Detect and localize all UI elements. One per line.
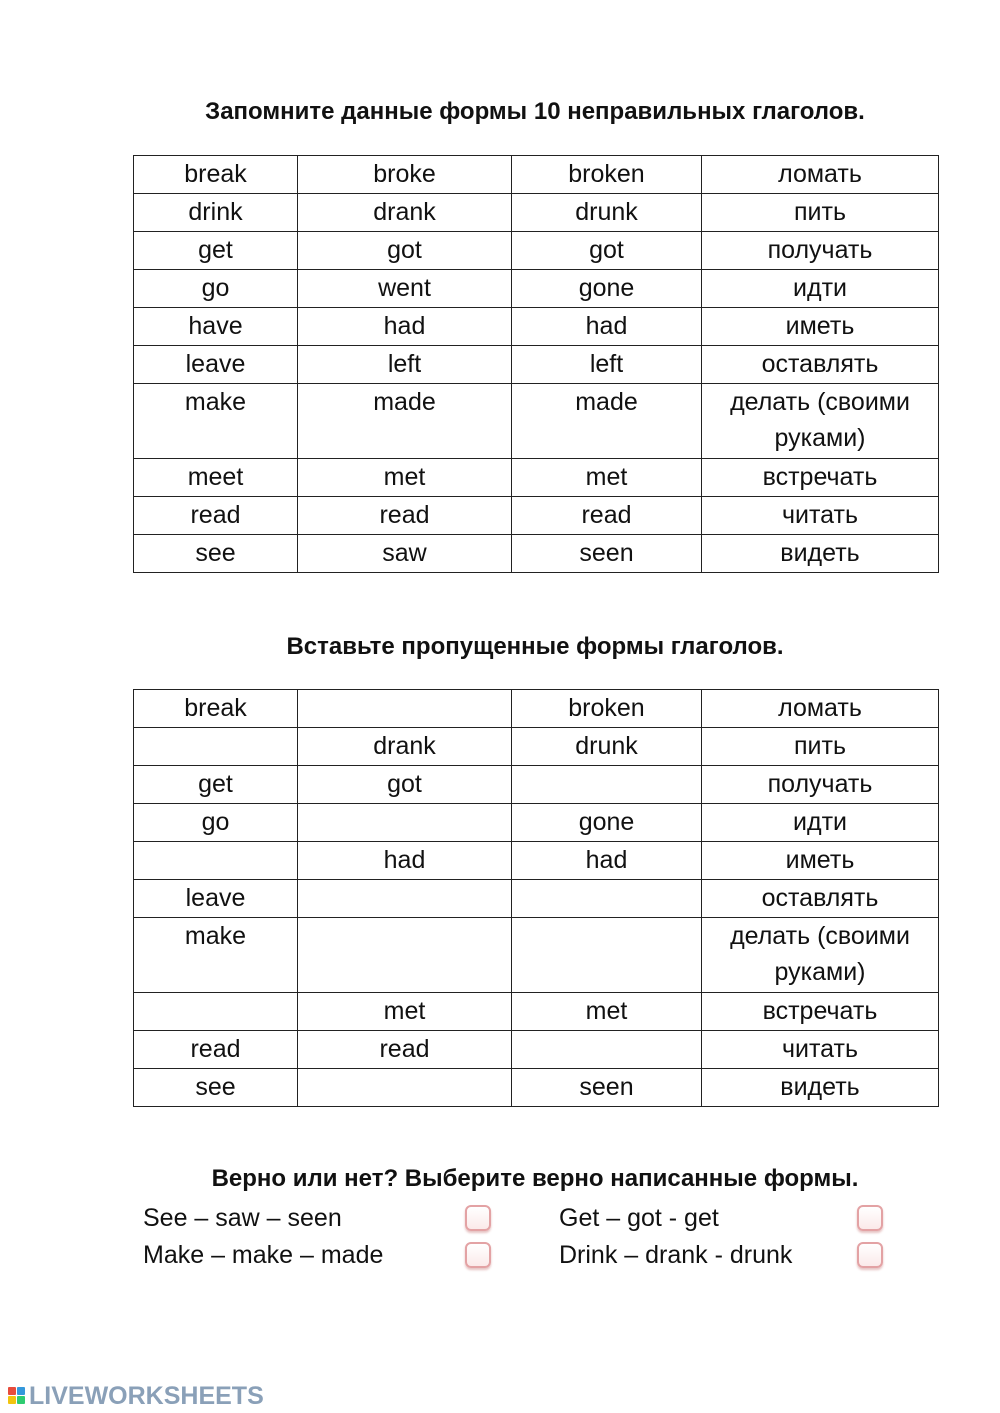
table-cell: иметь (702, 842, 939, 880)
section3-title: Верно или нет? Выберите верно написанные формы. (211, 1165, 859, 1192)
table-cell: seen (512, 535, 702, 573)
tf-item-text: Make – make – made (143, 1241, 384, 1269)
answer-input[interactable] (134, 843, 297, 879)
section2-title: Вставьте пропущенные формы глаголов. (286, 633, 784, 660)
table-row (134, 308, 939, 346)
table-cell: читать (702, 497, 939, 535)
table-cell: делать (своими руками) (702, 384, 939, 459)
table-row (134, 535, 939, 573)
tf-item-text: See – saw – seen (143, 1204, 342, 1232)
table-cell[interactable] (298, 690, 512, 728)
table-cell: got (512, 232, 702, 270)
verbs-fill-in-table (133, 689, 939, 1107)
table-cell: broke (298, 156, 512, 194)
table-row (134, 1031, 939, 1069)
tf-checkbox-3[interactable] (465, 1242, 491, 1268)
table-cell[interactable] (134, 842, 298, 880)
table-cell: met (512, 459, 702, 497)
table-cell[interactable] (512, 918, 702, 993)
table-cell[interactable] (512, 766, 702, 804)
answer-input[interactable] (512, 919, 701, 955)
grid-logo-icon (8, 1387, 26, 1405)
table-cell: читать (702, 1031, 939, 1069)
table-cell: broken (512, 690, 702, 728)
answer-input[interactable] (298, 881, 511, 917)
tf-item-text: Drink – drank - drunk (559, 1241, 793, 1269)
table-cell: met (512, 993, 702, 1031)
table-row (134, 1069, 939, 1107)
table-cell: left (298, 346, 512, 384)
table-cell[interactable] (298, 804, 512, 842)
table-cell: get (134, 766, 298, 804)
table-cell: got (298, 232, 512, 270)
table-cell: made (512, 384, 702, 459)
table-cell: встречать (702, 459, 939, 497)
table-cell: видеть (702, 535, 939, 573)
table-cell: идти (702, 270, 939, 308)
table-cell[interactable] (134, 728, 298, 766)
table-cell: met (298, 459, 512, 497)
section1-title: Запомните данные формы 10 неправильных глаголов. (205, 98, 865, 125)
table-cell: ломать (702, 690, 939, 728)
table-cell: broken (512, 156, 702, 194)
table-cell: make (134, 918, 298, 993)
table-row (134, 918, 939, 993)
table-cell: saw (298, 535, 512, 573)
table-row (134, 384, 939, 459)
logo-text: LIVEWORKSHEETS (29, 1381, 264, 1410)
table-cell: got (298, 766, 512, 804)
table-cell[interactable] (298, 918, 512, 993)
table-cell: drank (298, 194, 512, 232)
table-cell: read (298, 497, 512, 535)
table-cell: делать (своими руками) (702, 918, 939, 993)
tf-checkbox-1[interactable] (465, 1205, 491, 1231)
tf-checkbox-4[interactable] (857, 1242, 883, 1268)
table-cell: see (134, 1069, 298, 1107)
table-cell[interactable] (298, 880, 512, 918)
answer-input[interactable] (512, 881, 701, 917)
table-cell: идти (702, 804, 939, 842)
answer-input[interactable] (298, 805, 511, 841)
table-cell: drink (134, 194, 298, 232)
table-cell: иметь (702, 308, 939, 346)
table-cell: had (512, 842, 702, 880)
tf-checkbox-2[interactable] (857, 1205, 883, 1231)
table-row (134, 690, 939, 728)
table-row (134, 728, 939, 766)
table-cell: read (134, 497, 298, 535)
answer-input[interactable] (512, 1032, 701, 1068)
table-row (134, 156, 939, 194)
table-cell: go (134, 270, 298, 308)
table-cell[interactable] (512, 1031, 702, 1069)
table-row (134, 194, 939, 232)
verbs-reference-table (133, 155, 939, 573)
liveworksheets-logo[interactable] (8, 1382, 264, 1410)
table-cell: had (512, 308, 702, 346)
table-cell: gone (512, 804, 702, 842)
table-cell: go (134, 804, 298, 842)
table-cell: gone (512, 270, 702, 308)
table-cell: left (512, 346, 702, 384)
table-cell: получать (702, 232, 939, 270)
table-cell: went (298, 270, 512, 308)
table-cell: встречать (702, 993, 939, 1031)
table-row (134, 993, 939, 1031)
table-cell: seen (512, 1069, 702, 1107)
table-cell[interactable] (512, 880, 702, 918)
table-cell: break (134, 156, 298, 194)
table-cell: met (298, 993, 512, 1031)
answer-input[interactable] (298, 1070, 511, 1106)
table-row (134, 804, 939, 842)
table-cell: read (512, 497, 702, 535)
table-cell: leave (134, 880, 298, 918)
table-cell: drank (298, 728, 512, 766)
table-row (134, 232, 939, 270)
table-cell: had (298, 842, 512, 880)
answer-input[interactable] (134, 729, 297, 765)
table-cell: break (134, 690, 298, 728)
table-cell: видеть (702, 1069, 939, 1107)
table-cell: оставлять (702, 346, 939, 384)
table-row (134, 766, 939, 804)
table-row (134, 497, 939, 535)
tf-item-text: Get – got - get (559, 1204, 719, 1232)
table-cell: read (298, 1031, 512, 1069)
answer-input[interactable] (134, 994, 297, 1030)
answer-input[interactable] (298, 919, 511, 955)
answer-input[interactable] (512, 767, 701, 803)
table-row (134, 346, 939, 384)
table-cell: have (134, 308, 298, 346)
table-cell: see (134, 535, 298, 573)
table-cell: get (134, 232, 298, 270)
table-cell: meet (134, 459, 298, 497)
table-cell: пить (702, 194, 939, 232)
table-row (134, 459, 939, 497)
table-cell: drunk (512, 728, 702, 766)
table-cell: drunk (512, 194, 702, 232)
table-row (134, 880, 939, 918)
table-cell[interactable] (134, 993, 298, 1031)
table-cell: пить (702, 728, 939, 766)
table-cell: read (134, 1031, 298, 1069)
table-cell: оставлять (702, 880, 939, 918)
answer-input[interactable] (298, 691, 511, 727)
table-cell: had (298, 308, 512, 346)
table-row (134, 842, 939, 880)
table-cell[interactable] (298, 1069, 512, 1107)
table-cell: made (298, 384, 512, 459)
table-cell: leave (134, 346, 298, 384)
table-cell: ломать (702, 156, 939, 194)
table-cell: make (134, 384, 298, 459)
table-row (134, 270, 939, 308)
table-cell: получать (702, 766, 939, 804)
